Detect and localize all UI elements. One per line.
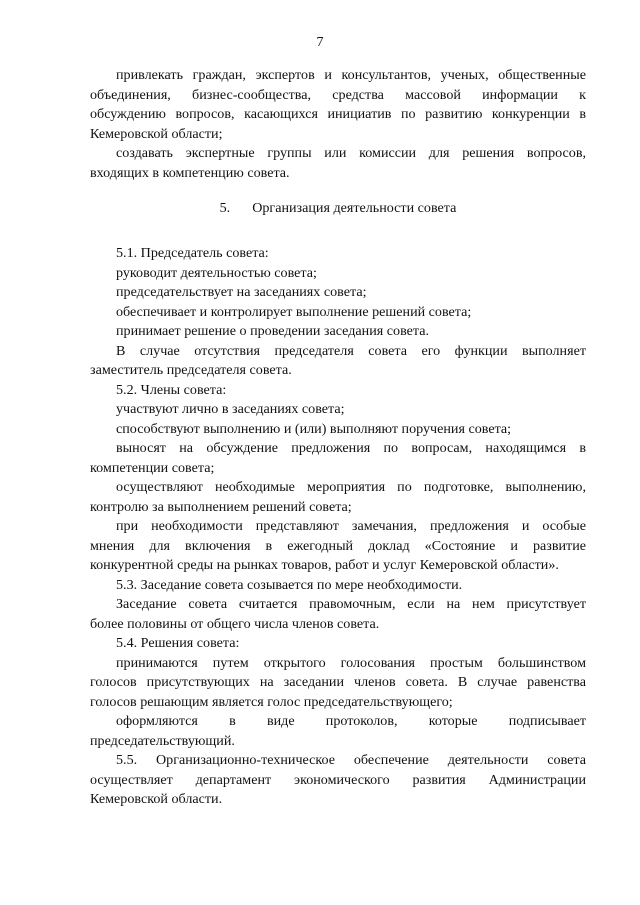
paragraph-line: голосов решающим является голос председательствующего; (90, 693, 453, 710)
paragraph-line: выносят на обсуждение предложения по вопросам, находящимся в (116, 440, 586, 456)
paragraph-line: более половины от общего числа членов совета. (90, 615, 380, 632)
paragraph-line: 5.4. Решения совета: (116, 635, 240, 651)
paragraph-line: контролю за выполнением решений совета; (90, 498, 352, 515)
paragraph-line: Кемеровской области; (90, 125, 223, 142)
paragraph-line: принимает решение о проведении заседания совета. (116, 323, 430, 339)
page-number: 7 (316, 35, 324, 50)
paragraph-line: 5.5. Организационно-техническое обеспечение деятельности совета (116, 752, 586, 768)
top-paragraphs (90, 66, 586, 183)
paragraph-line: руководит деятельностью совета; (116, 264, 317, 281)
paragraph-line: привлекать граждан, экспертов и консультантов, ученых, общественные (116, 67, 586, 83)
paragraph-line: компетенции совета; (90, 459, 215, 476)
paragraph-line: председательствует на заседаниях совета; (116, 284, 367, 300)
paragraph-line: 5.1. Председатель совета: (116, 245, 269, 261)
document-body (90, 66, 586, 810)
paragraph-line: Заседание совета считается правомочным, если на нем присутствует (116, 596, 586, 612)
paragraph-line: конкурентной среды на рынках товаров, работ и услуг Кемеровской области». (90, 557, 559, 573)
paragraph-line: обсуждению вопросов, касающихся инициатив по развитию конкуренции в (90, 106, 586, 122)
paragraph-line: участвуют лично в заседаниях совета; (116, 401, 345, 417)
paragraph-line: обеспечивает и контролирует выполнение решений совета; (116, 303, 472, 320)
paragraph-line: председательствующий. (90, 732, 235, 749)
section-number: 5. (219, 200, 231, 216)
paragraph-line: заместитель председателя совета. (90, 362, 292, 378)
paragraph-line: входящих в компетенцию совета. (90, 164, 290, 181)
section-title: Организация деятельности совета (252, 200, 457, 216)
paragraph-line: В случае отсутствия председателя совета его функции выполняет (116, 342, 586, 359)
paragraph-line: 5.2. Члены совета: (116, 381, 227, 398)
paragraph-line: осуществляют необходимые мероприятия по подготовке, выполнению, (116, 479, 586, 495)
paragraph-line: объединения, бизнес-сообщества, средства массовой информации к (90, 86, 586, 103)
paragraph-line: при необходимости представляют замечания, предложения и особые (116, 518, 586, 534)
main-paragraphs (90, 244, 586, 810)
section-heading (90, 198, 586, 218)
paragraph-line: голосов присутствующих на заседании членов совета. В случае равенства (90, 674, 586, 690)
paragraph-line: способствуют выполнению и (или) выполняют поручения совета; (116, 420, 512, 437)
paragraph-line: мнения для включения в ежегодный доклад «Состояние и развитие (90, 537, 586, 554)
paragraph-line: создавать экспертные группы или комиссии для решения вопросов, (116, 145, 586, 161)
paragraph-line: оформляются в виде протоколов, которые подписывает (116, 713, 586, 729)
paragraph-line: осуществляет департамент экономического развития Администрации (90, 771, 586, 788)
paragraph-line: принимаются путем открытого голосования простым большинством (116, 654, 586, 671)
paragraph-line: Кемеровской области. (90, 791, 223, 807)
paragraph-line: 5.3. Заседание совета созывается по мере необходимости. (116, 576, 463, 593)
